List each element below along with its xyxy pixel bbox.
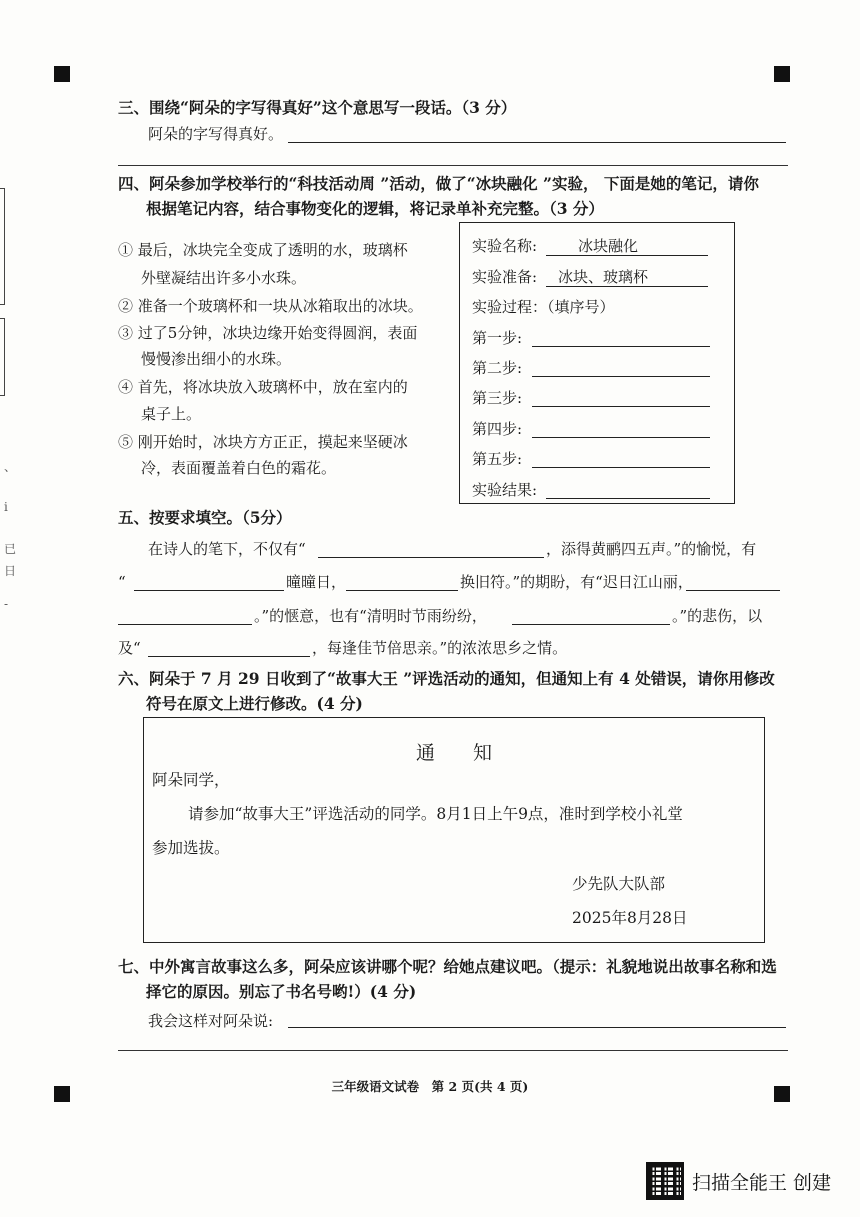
blank-2[interactable] bbox=[134, 590, 284, 591]
option-text: 首先，将冰块放入玻璃杯中，放在室内的 bbox=[137, 378, 408, 396]
edge-mark: 日 bbox=[4, 564, 17, 578]
registration-mark-top-right bbox=[774, 66, 790, 82]
option-number: ⑤ bbox=[118, 433, 134, 451]
binding-frame-top bbox=[0, 188, 5, 305]
edge-mark: - bbox=[4, 597, 9, 611]
option-1 bbox=[118, 238, 408, 262]
experiment-record-box bbox=[459, 222, 735, 504]
notice-body-line1: 请参加“故事大王”评选活动的同学。8月1日上午9点，准时到学校小礼堂 bbox=[188, 805, 683, 823]
qr-code-icon bbox=[646, 1162, 684, 1200]
record-step-4-label: 第四步: bbox=[472, 420, 523, 438]
question-7-answer-line-2[interactable] bbox=[118, 1050, 788, 1051]
option-3-cont: 慢慢渗出细小的水珠。 bbox=[141, 350, 292, 368]
option-3 bbox=[118, 321, 417, 345]
fill-text: 及“ bbox=[118, 639, 141, 657]
record-result-label: 实验结果: bbox=[472, 481, 538, 499]
blank-1[interactable] bbox=[318, 557, 544, 558]
fill-text: ，添得黄鹂四五声。”的愉悦，有 bbox=[546, 540, 757, 558]
notice-date: 2025年8月28日 bbox=[572, 909, 688, 927]
record-prep-value: 冰块、玻璃杯 bbox=[558, 268, 649, 286]
question-4-title-line1: 四、阿朵参加学校举行的“科技活动周 ”活动，做了“冰块融化 ”实验， 下面是她的笔记，请你 bbox=[118, 174, 759, 193]
record-name-line bbox=[546, 255, 708, 256]
option-text: 过了5分钟，冰块边缘开始变得圆润，表面 bbox=[137, 324, 418, 342]
scanner-watermark bbox=[646, 1162, 831, 1200]
record-step-5-input[interactable] bbox=[532, 467, 710, 468]
question-3-answer-line-2[interactable] bbox=[118, 165, 788, 166]
binding-frame-bottom bbox=[0, 318, 5, 396]
page-footer: 三年级语文试卷 第 2 页(共 4 页) bbox=[331, 1079, 529, 1094]
blank-3[interactable] bbox=[346, 590, 458, 591]
fill-text: 。”的惬意，也有“清明时节雨纷纷， bbox=[254, 607, 487, 625]
fill-text: 。”的悲伤，以 bbox=[672, 607, 763, 625]
fill-text: ，每逢佳节倍思亲。”的浓浓思乡之情。 bbox=[312, 639, 568, 657]
record-step-1-label: 第一步: bbox=[472, 329, 523, 347]
record-step-3-label: 第三步: bbox=[472, 389, 523, 407]
question-6-title-line2: 符号在原文上进行修改。(4 分) bbox=[146, 694, 363, 713]
record-step-2-input[interactable] bbox=[532, 376, 710, 377]
question-6-title-line1: 六、阿朵于 7 月 29 日收到了“故事大王 ”评选活动的通知，但通知上有 4 处错误，请你用修改 bbox=[118, 669, 775, 688]
blank-4-cont[interactable] bbox=[118, 624, 252, 625]
option-number: ③ bbox=[118, 324, 134, 342]
question-7-answer-line[interactable] bbox=[288, 1027, 786, 1028]
fill-text: 换旧符。”的期盼，有“迟日江山丽， bbox=[460, 573, 693, 591]
question-4-title-line2: 根据笔记内容，结合事物变化的逻辑，将记录单补充完整。（3 分） bbox=[146, 199, 604, 218]
option-number: ① bbox=[118, 241, 134, 259]
blank-4[interactable] bbox=[686, 590, 780, 591]
question-7-lead: 我会这样对阿朵说: bbox=[148, 1012, 274, 1030]
record-step-1-input[interactable] bbox=[532, 346, 710, 347]
option-text: 最后，冰块完全变成了透明的水，玻璃杯 bbox=[137, 241, 408, 259]
question-5-title: 五、按要求填空。（5分） bbox=[118, 508, 292, 527]
notice-body-line2: 参加选拔。 bbox=[152, 839, 230, 857]
record-step-4-input[interactable] bbox=[532, 437, 710, 438]
option-5-cont: 冷，表面覆盖着白色的霜花。 bbox=[141, 459, 337, 477]
record-step-5-label: 第五步: bbox=[472, 450, 523, 468]
question-3-lead: 阿朵的字写得真好。 bbox=[148, 125, 284, 143]
record-result-input[interactable] bbox=[546, 498, 710, 499]
blank-5[interactable] bbox=[512, 624, 670, 625]
fill-text: 曈曈日， bbox=[286, 573, 347, 591]
option-text: 准备一个玻璃杯和一块从冰箱取出的冰块。 bbox=[137, 297, 423, 315]
record-name-value: 冰块融化 bbox=[578, 237, 639, 255]
option-1-cont: 外壁凝结出许多小水珠。 bbox=[141, 269, 307, 287]
option-4-cont: 桌子上。 bbox=[141, 405, 202, 423]
edge-mark: i bbox=[4, 500, 8, 514]
fill-text: “ bbox=[118, 573, 126, 591]
question-3-title: 三、围绕“阿朵的字写得真好”这个意思写一段话。（3 分） bbox=[118, 98, 517, 117]
question-3-answer-line[interactable] bbox=[288, 142, 786, 143]
option-4 bbox=[118, 375, 408, 399]
record-step-3-input[interactable] bbox=[532, 406, 710, 407]
fill-text: 在诗人的笔下，不仅有“ bbox=[148, 540, 306, 558]
record-process-label: 实验过程：（填序号） bbox=[472, 298, 615, 316]
scanner-label: 扫描全能王 创建 bbox=[692, 1171, 832, 1194]
option-number: ② bbox=[118, 297, 134, 315]
notice-sender: 少先队大队部 bbox=[572, 875, 666, 893]
option-5 bbox=[118, 430, 408, 454]
record-prep-line bbox=[546, 286, 708, 287]
notice-heading: 通 知 bbox=[416, 742, 493, 764]
edge-mark: 、 bbox=[4, 460, 17, 474]
option-text: 刚开始时，冰块方方正正，摸起来坚硬冰 bbox=[137, 433, 408, 451]
option-number: ④ bbox=[118, 378, 134, 396]
record-prep-label: 实验准备: bbox=[472, 268, 538, 286]
record-step-2-label: 第二步: bbox=[472, 359, 523, 377]
edge-mark: 已 bbox=[4, 542, 17, 556]
notice-greeting: 阿朵同学， bbox=[152, 771, 230, 789]
registration-mark-top-left bbox=[54, 66, 70, 82]
notice-box bbox=[143, 717, 765, 943]
option-2 bbox=[118, 294, 423, 318]
question-7-title-line2: 择它的原因。别忘了书名号哟!）(4 分) bbox=[146, 982, 417, 1001]
record-name-label: 实验名称: bbox=[472, 237, 538, 255]
question-7-title-line1: 七、中外寓言故事这么多，阿朵应该讲哪个呢？给她点建议吧。（提示：礼貌地说出故事名称和选 bbox=[118, 957, 777, 976]
blank-6[interactable] bbox=[148, 656, 310, 657]
